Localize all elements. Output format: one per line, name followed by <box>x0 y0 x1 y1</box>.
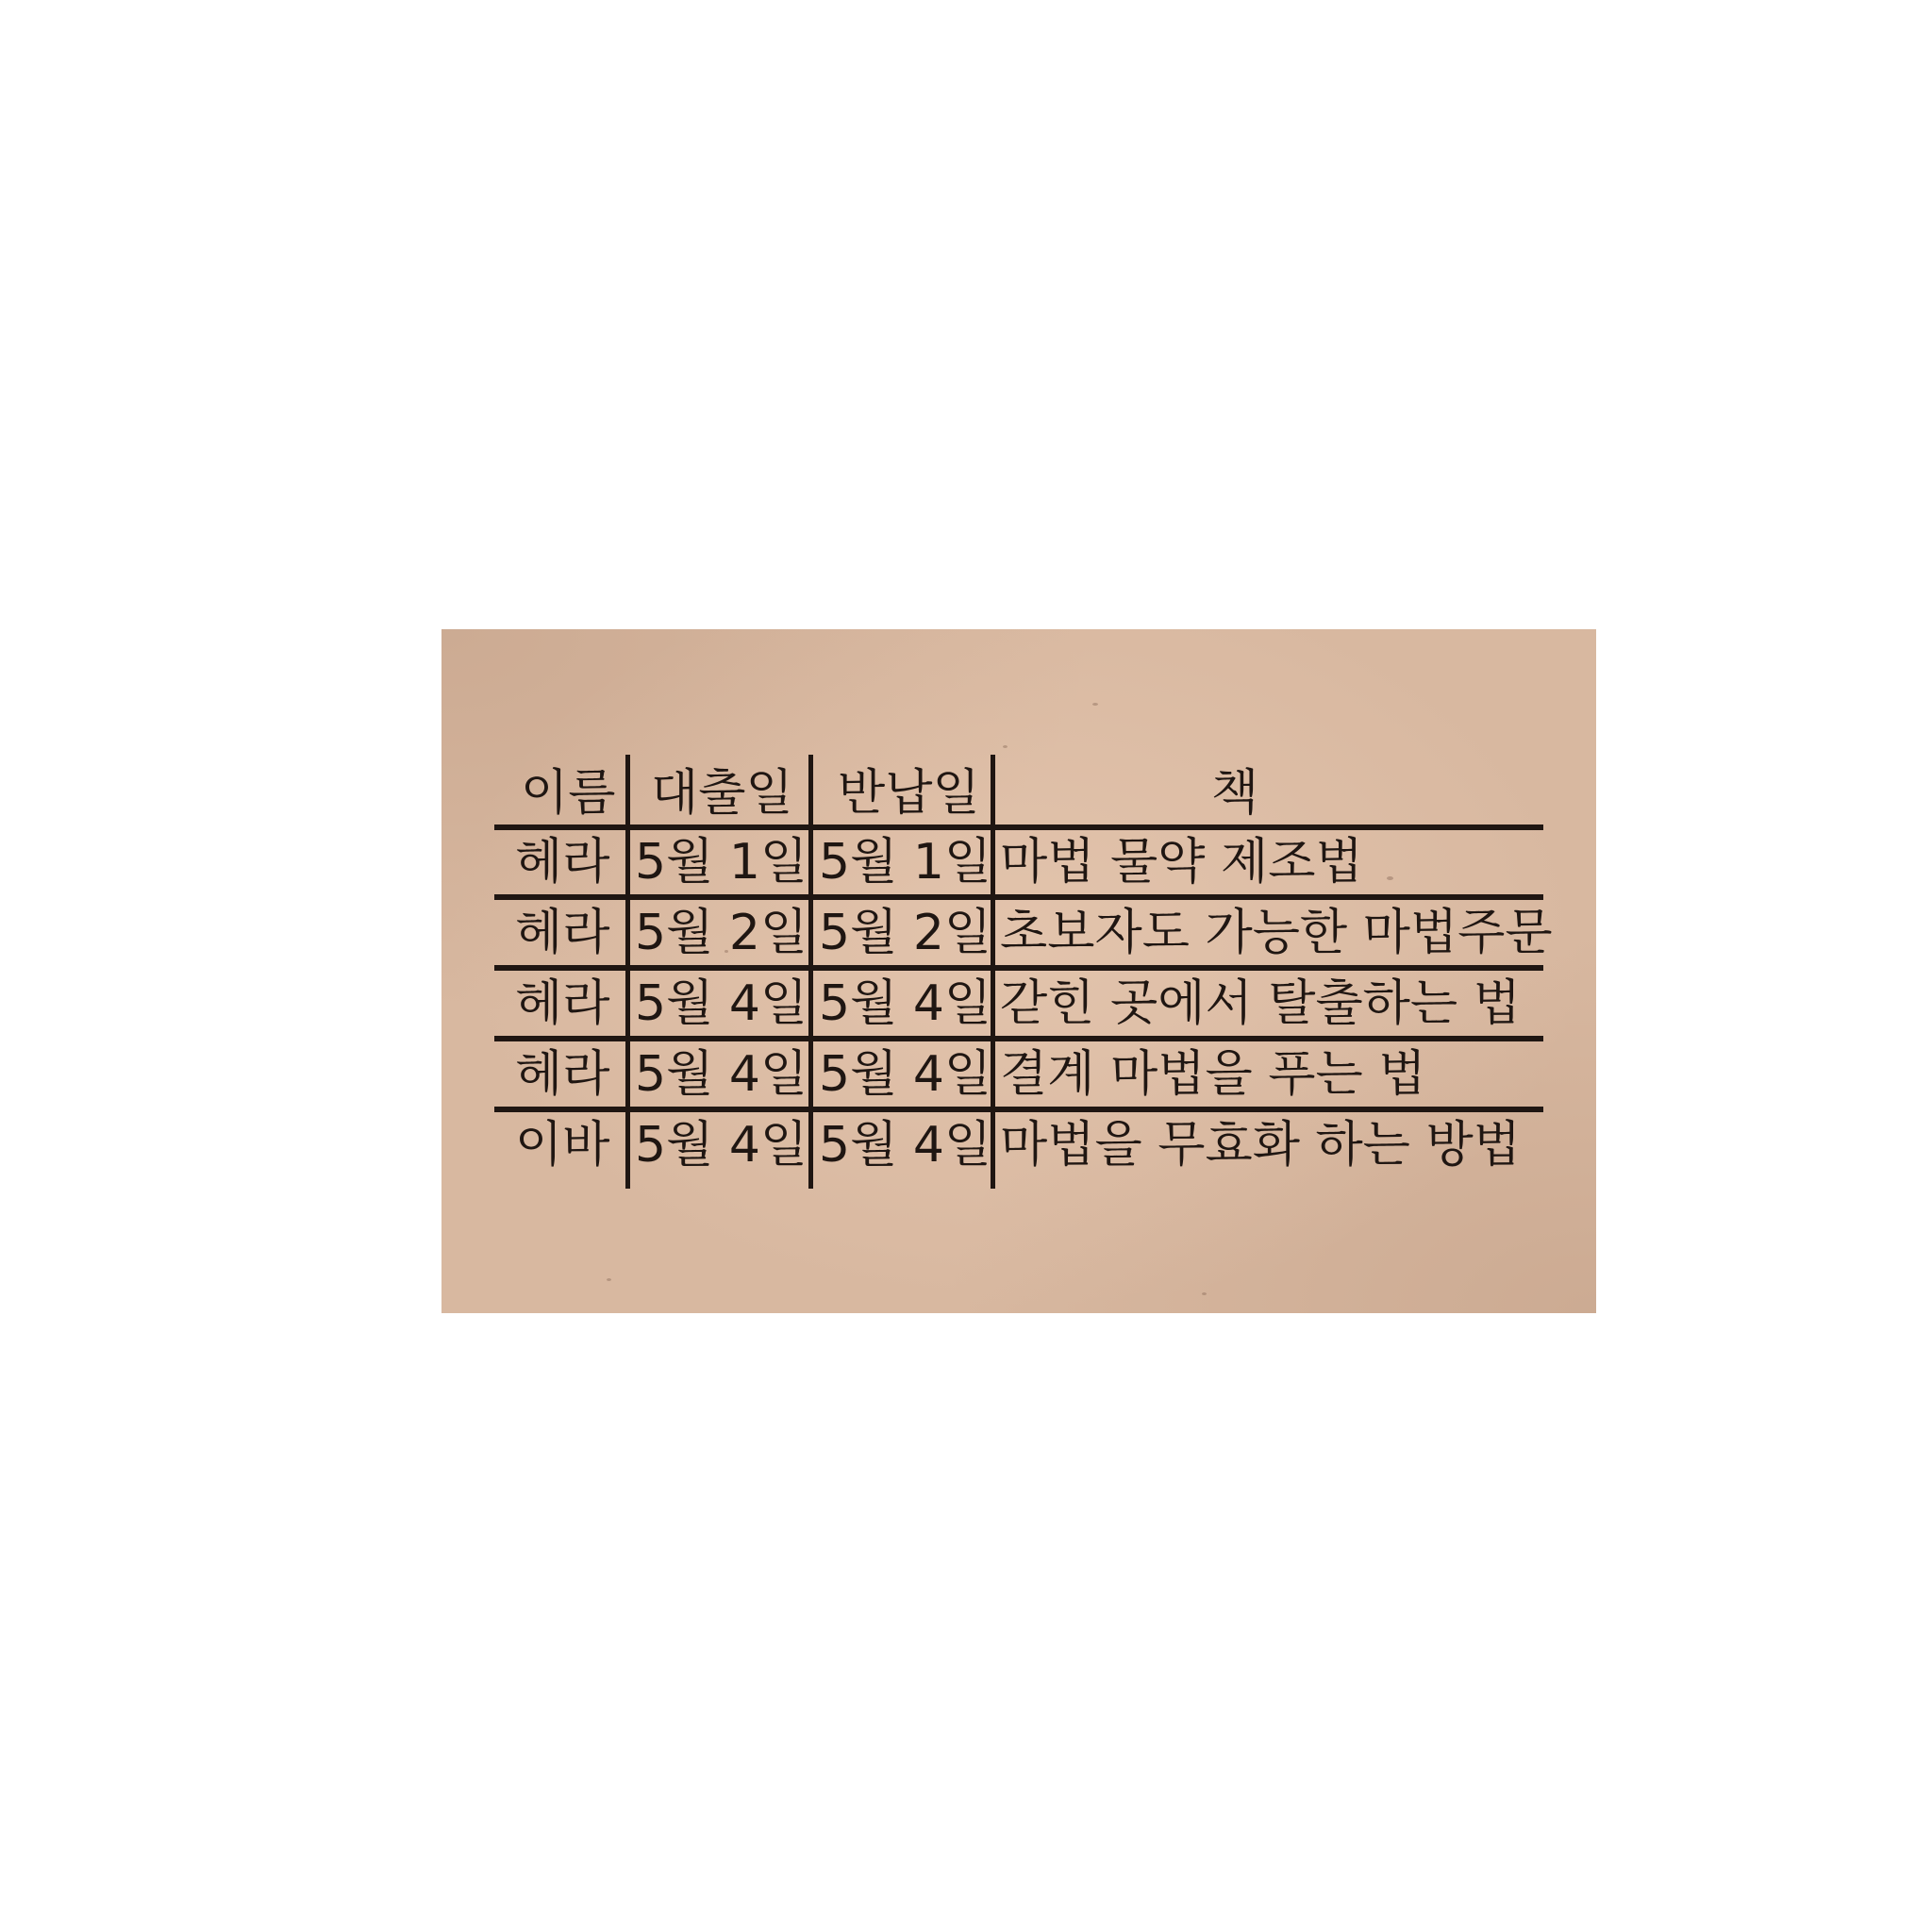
header-name: 이름 <box>521 765 616 822</box>
row-checkout-date: 5월 4일 <box>635 1117 808 1174</box>
row-checkout-date: 5월 4일 <box>635 975 808 1032</box>
row-return-date: 5월 4일 <box>819 1046 992 1103</box>
row-book-title: 마법 물약 제조법 <box>1000 834 1363 891</box>
row-return-date: 5월 4일 <box>819 1117 992 1174</box>
column-divider <box>625 755 630 1189</box>
row-checkout-date: 5월 1일 <box>635 834 808 891</box>
row-checkout-date: 5월 2일 <box>635 905 808 961</box>
row-name: 헤라 <box>515 1046 610 1103</box>
checkout-table <box>441 629 1596 1313</box>
row-return-date: 5월 4일 <box>819 975 992 1032</box>
row-return-date: 5월 2일 <box>819 905 992 961</box>
row-name: 헤라 <box>515 834 610 891</box>
header-return-date: 반납일 <box>838 765 980 822</box>
row-return-date: 5월 1일 <box>819 834 992 891</box>
header-book: 책 <box>1211 765 1259 822</box>
column-divider <box>808 755 813 1189</box>
row-name: 헤라 <box>515 975 610 1032</box>
library-checkout-card <box>441 629 1596 1313</box>
row-book-title: 마법을 무효화 하는 방법 <box>1000 1117 1521 1174</box>
header-checkout-date: 대출일 <box>651 765 793 822</box>
row-checkout-date: 5월 4일 <box>635 1046 808 1103</box>
row-name: 이바 <box>515 1117 610 1174</box>
row-name: 헤라 <box>515 905 610 961</box>
row-book-title: 결계 마법을 푸는 법 <box>1000 1046 1426 1103</box>
row-book-title: 초보자도 가능한 마법주문 <box>1000 905 1553 961</box>
row-book-title: 갇힌 곳에서 탈출하는 법 <box>1000 975 1521 1032</box>
